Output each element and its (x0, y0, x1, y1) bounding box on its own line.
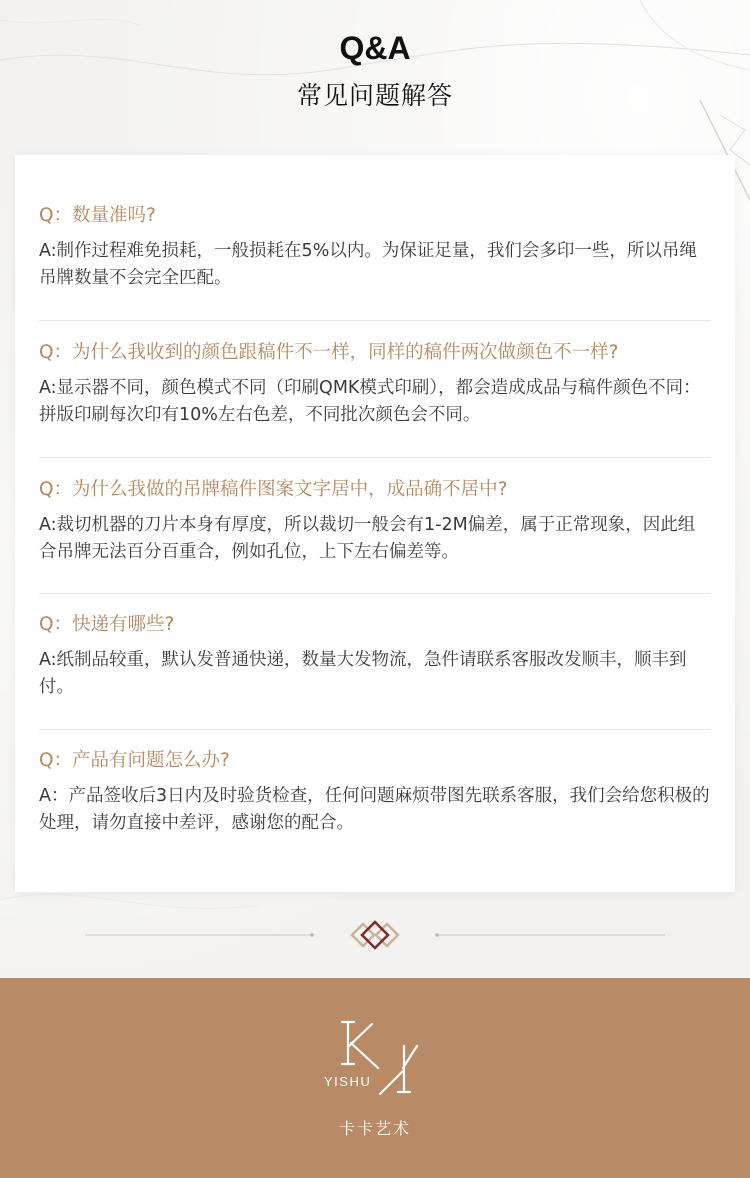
faq-answer: A:裁切机器的刀片本身有厚度，所以裁切一般会有1-2M偏差，属于正常现象，因此组合吊牌无法百分百重合，例如孔位，上下左右偏差等。 (39, 515, 696, 562)
faq-item-4 (39, 612, 711, 701)
brand-footer (0, 978, 750, 1178)
faq-divider (39, 593, 711, 594)
faq-question: Q：为什么我收到的颜色跟稿件不一样，同样的稿件两次做颜色不一样? (39, 342, 619, 363)
faq-item-3 (39, 477, 711, 566)
faq-divider (39, 729, 711, 730)
faq-divider (39, 457, 711, 458)
kk-logo (320, 1016, 430, 1106)
page-title: Q&A (339, 30, 411, 66)
logo-wordmark: YISHU (324, 1074, 372, 1089)
faq-item-1 (39, 203, 711, 292)
page-header (0, 28, 750, 114)
faq-answer: A:显示器不同，颜色模式不同（印刷QMK模式印刷），都会造成成品与稿件颜色不同：拼版印刷每次印有10%左右色差，不同批次颜色会不同。 (39, 378, 701, 425)
page-subtitle: 常见问题解答 (296, 81, 453, 110)
brand-name: 卡卡艺术 (338, 1119, 411, 1138)
faq-question: Q：数量准吗? (39, 205, 156, 226)
faq-question: Q：产品有问题怎么办? (39, 750, 230, 771)
faq-item-5 (39, 748, 711, 837)
faq-answer: A:纸制品较重，默认发普通快递，数量大发物流，急件请联系客服改发顺丰，顺丰到付。 (39, 650, 687, 697)
section-ornament (0, 915, 750, 955)
faq-item-2 (39, 340, 711, 429)
faq-question: Q：快递有哪些? (39, 614, 175, 635)
faq-answer: A:制作过程难免损耗，一般损耗在5%以内。为保证足量，我们会多印一些，所以吊绳吊牌数量不会完全匹配。 (39, 241, 697, 288)
faq-card (15, 155, 735, 892)
faq-question: Q：为什么我做的吊牌稿件图案文字居中，成品确不居中? (39, 479, 508, 500)
diamond-divider-icon (0, 915, 750, 955)
faq-divider (39, 320, 711, 321)
faq-answer: A：产品签收后3日内及时验货检查，任何问题麻烦带图先联系客服，我们会给您积极的处理，请勿直接中差评，感谢您的配合。 (39, 786, 710, 833)
